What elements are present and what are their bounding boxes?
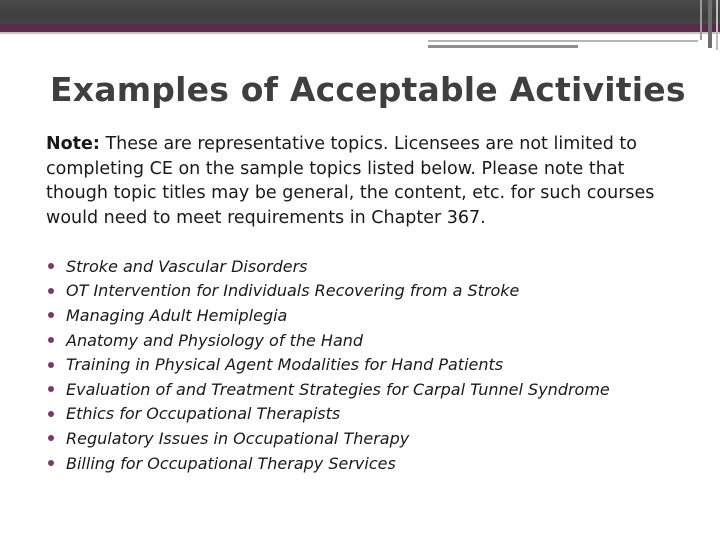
accent-bar — [0, 24, 720, 32]
list-item-label: Billing for Occupational Therapy Services — [66, 453, 396, 473]
list-item — [48, 303, 688, 328]
header-shadow — [0, 32, 720, 34]
decorative-line — [428, 40, 698, 42]
header-bar — [0, 0, 720, 24]
decorative-line — [716, 0, 718, 50]
bullet-icon — [48, 288, 54, 294]
list-item — [48, 352, 688, 377]
list-item — [48, 328, 688, 353]
bullet-icon — [48, 386, 54, 392]
decorative-line — [708, 0, 712, 48]
list-item-label: Anatomy and Physiology of the Hand — [66, 330, 364, 350]
bullet-icon — [48, 435, 54, 441]
bullet-icon — [48, 337, 54, 343]
note-label: Note: — [46, 134, 100, 154]
list-item-label: OT Intervention for Individuals Recovering from a Stroke — [66, 281, 520, 301]
list-item — [48, 279, 688, 304]
note-text: These are representative topics. Licensees are not limited to completing CE on the sample topics listed below. Please note that though topic titles may be general, the content, etc. for such courses would need to meet requirements in Chapter 367. — [46, 134, 655, 228]
list-item-label: Evaluation of and Treatment Strategies for Carpal Tunnel Syndrome — [66, 379, 610, 399]
bullet-icon — [48, 362, 54, 368]
note-paragraph — [46, 132, 686, 230]
list-item — [48, 377, 688, 402]
decorative-line — [700, 0, 702, 40]
list-item — [48, 254, 688, 279]
list-item — [48, 451, 688, 476]
bullet-icon — [48, 263, 54, 269]
list-item — [48, 426, 688, 451]
bullet-icon — [48, 460, 54, 466]
list-item-label: Ethics for Occupational Therapists — [66, 404, 341, 424]
list-item-label: Training in Physical Agent Modalities for Hand Patients — [66, 355, 504, 375]
topic-list — [48, 254, 688, 475]
bullet-icon — [48, 411, 54, 417]
slide-title: Examples of Acceptable Activities — [50, 70, 686, 109]
list-item-label: Managing Adult Hemiplegia — [66, 305, 288, 325]
list-item-label: Regulatory Issues in Occupational Therapy — [66, 428, 410, 448]
list-item — [48, 402, 688, 427]
list-item-label: Stroke and Vascular Disorders — [66, 256, 308, 276]
decorative-line — [428, 45, 578, 48]
bullet-icon — [48, 312, 54, 318]
